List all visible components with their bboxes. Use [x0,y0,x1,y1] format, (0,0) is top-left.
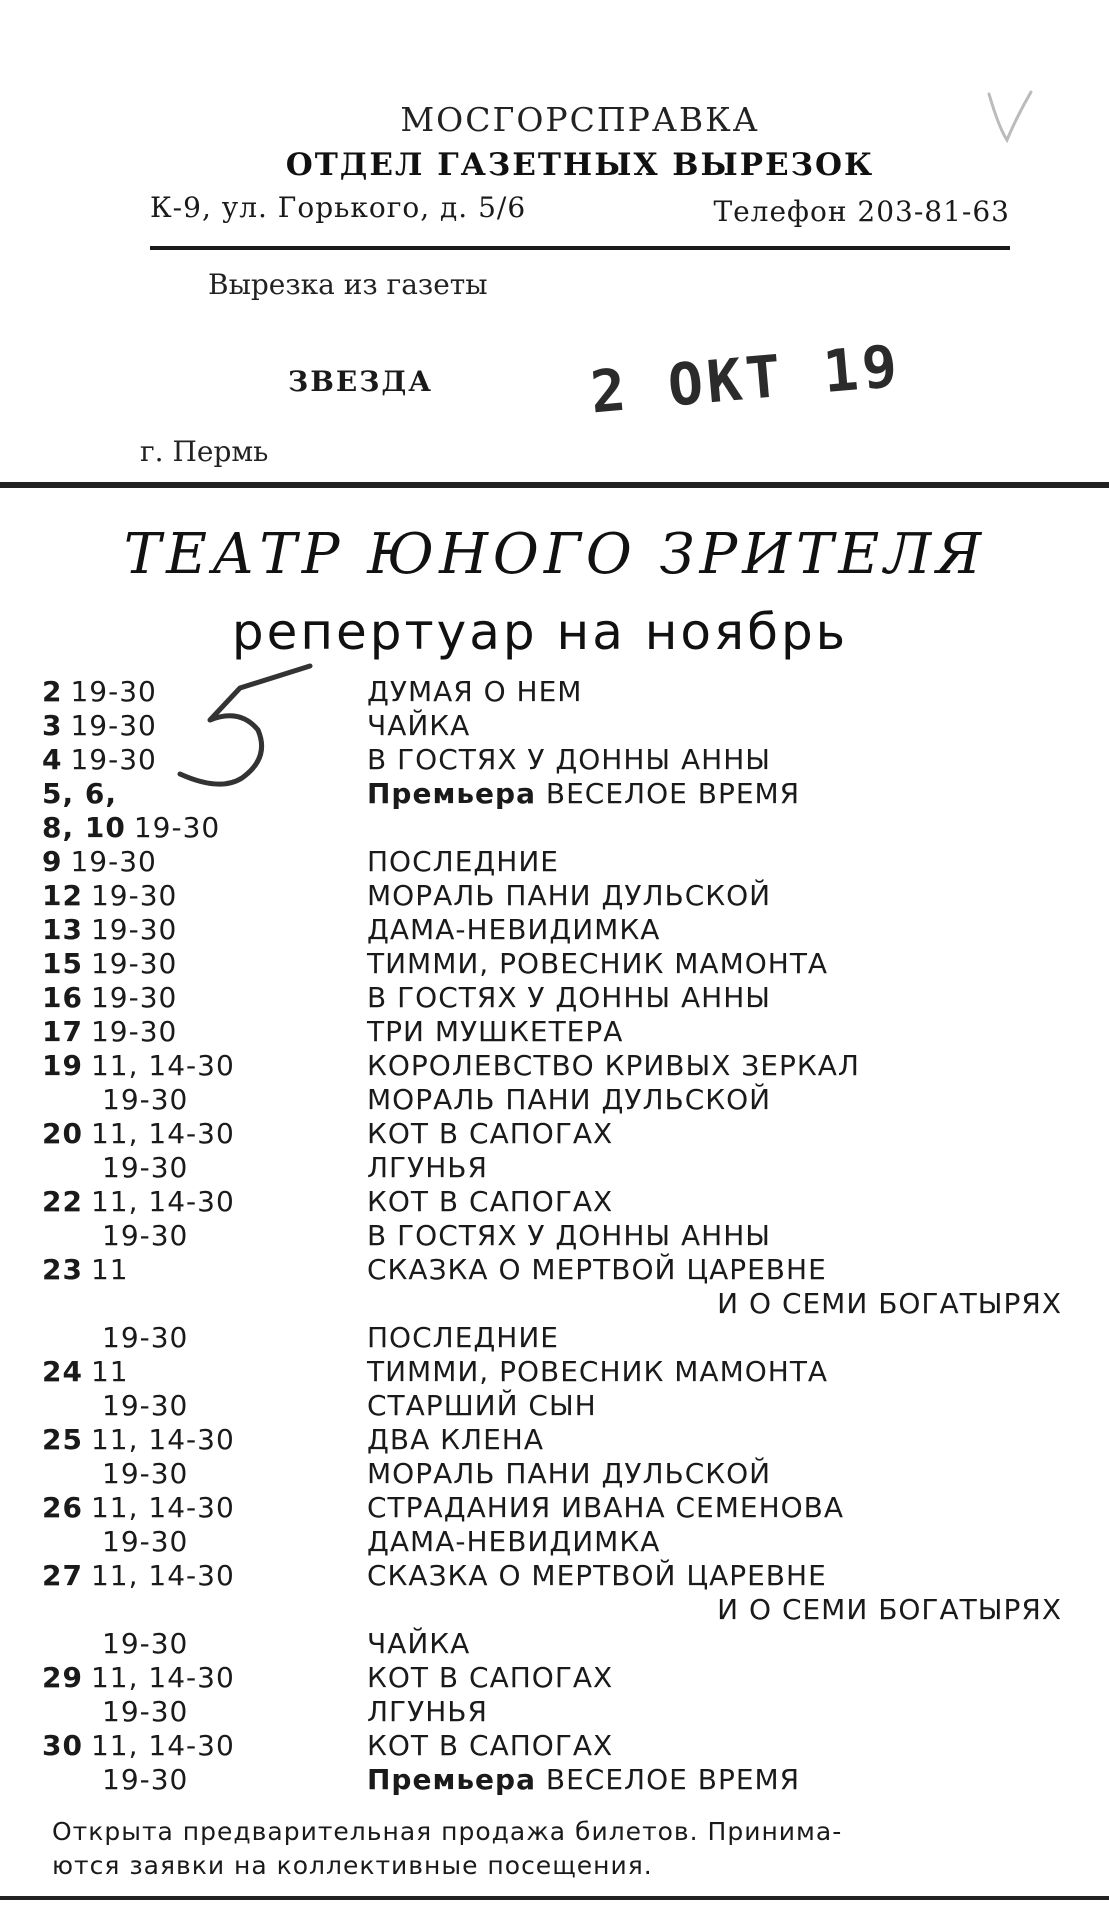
schedule-row [42,1049,1062,1083]
play-name: МОРАЛЬ ПАНИ ДУЛЬСКОЙ [367,1457,772,1490]
play-name: ДАМА-НЕВИДИМКА [367,913,661,946]
day-number: 27 [42,1559,83,1592]
show-time: 11, 14-30 [90,1185,235,1218]
play-title [367,1661,613,1695]
play-name: ДАМА-НЕВИДИМКА [367,1525,661,1558]
play-title [367,1559,827,1593]
schedule-row [42,1457,1062,1491]
day-number: 4 [42,743,63,776]
schedule-row [42,675,1062,709]
schedule-row [42,1253,1062,1287]
show-time: 19-30 [90,981,178,1014]
day-number: 25 [42,1423,83,1456]
show-time: 19-30 [90,947,178,980]
date-time [42,1049,235,1083]
play-title [367,1491,844,1525]
schedule-row [42,1355,1062,1389]
date-time [42,1559,235,1593]
date-time [42,1763,188,1797]
show-time: 11 [90,1253,129,1286]
play-name: ВЕСЕЛОЕ ВРЕМЯ [545,777,801,810]
play-name: В ГОСТЯХ У ДОННЫ АННЫ [367,1219,771,1252]
play-name: В ГОСТЯХ У ДОННЫ АННЫ [367,743,771,776]
day-number: 23 [42,1253,83,1286]
show-time: 11, 14-30 [90,1661,235,1694]
date-time [42,947,177,981]
show-time: 19-30 [102,1151,189,1184]
date-stamp: 2 ОКТ 19 [587,331,904,427]
day-number: 22 [42,1185,83,1218]
play-title [367,981,771,1015]
play-name: ТИММИ, РОВЕСНИК МАМОНТА [367,947,829,980]
day-number: 12 [42,879,83,912]
date-time [42,1355,129,1389]
play-title [367,1151,488,1185]
date-time [42,845,157,879]
play-title [367,1355,828,1389]
schedule-row [42,709,1062,743]
schedule-list [42,675,1062,1797]
schedule-row [42,981,1062,1015]
play-name: ЛГУНЬЯ [367,1151,488,1184]
play-title [367,1389,597,1423]
play-title [367,879,771,913]
date-time [42,743,157,777]
date-time [42,675,157,709]
schedule-row [42,1219,1062,1253]
play-title [367,777,800,811]
date-time [42,1083,188,1117]
show-time: 19-30 [102,1083,189,1116]
schedule-row [42,1627,1062,1661]
play-name: МОРАЛЬ ПАНИ ДУЛЬСКОЙ [367,1083,772,1116]
date-time [42,1015,177,1049]
play-title [367,1015,623,1049]
article-subtitle: репертуар на ноябрь [231,603,849,661]
play-title [367,1049,860,1083]
play-title [367,1695,488,1729]
schedule-row [42,845,1062,879]
show-time: 19-30 [70,845,157,878]
play-title [367,709,470,743]
show-time: 19-30 [102,1763,189,1796]
address: К-9, ул. Горького, д. 5/6 [150,191,527,224]
day-number: 5, 6, [42,777,117,810]
play-title [367,675,582,709]
play-title [367,947,828,981]
date-time [42,879,177,913]
play-title [367,1321,559,1355]
department-name: ОТДЕЛ ГАЗЕТНЫХ ВЫРЕЗОК [285,147,875,183]
day-number: 17 [42,1015,83,1048]
schedule-row [42,743,1062,777]
play-title [367,1457,771,1491]
org-name: МОСГОРСПРАВКА [400,100,760,139]
play-title [367,1185,613,1219]
show-time: 19-30 [70,743,157,776]
play-title-continuation: И О СЕМИ БОГАТЫРЯХ [717,1593,1062,1626]
show-time: 11, 14-30 [90,1491,235,1524]
play-name: ТРИ МУШКЕТЕРА [367,1015,624,1048]
play-title [367,743,771,777]
show-time: 19-30 [102,1219,189,1252]
play-name: ПОСЛЕДНИЕ [367,1321,559,1354]
show-time: 19-30 [102,1627,189,1660]
play-title [367,1525,660,1559]
schedule-row [42,1525,1062,1559]
show-time: 19-30 [133,811,221,844]
city: г. Пермь [140,435,269,468]
play-title [367,1253,827,1287]
premiere-label: Премьера [367,1763,536,1796]
date-time [42,1321,188,1355]
date-time [42,1117,235,1151]
show-time: 19-30 [102,1457,189,1490]
day-number: 16 [42,981,83,1014]
play-name: КОТ В САПОГАХ [367,1661,614,1694]
schedule-row [42,1151,1062,1185]
bottom-rule [0,1896,1109,1900]
date-time [42,1661,235,1695]
schedule-row [42,1729,1062,1763]
show-time: 19-30 [90,879,178,912]
show-time: 11 [90,1355,129,1388]
show-time: 19-30 [102,1695,189,1728]
date-time [42,1389,188,1423]
day-number: 24 [42,1355,83,1388]
play-name: МОРАЛЬ ПАНИ ДУЛЬСКОЙ [367,879,772,912]
header-rule [150,246,1010,250]
show-time: 19-30 [70,709,157,742]
schedule-row [42,1389,1062,1423]
schedule-row [42,1117,1062,1151]
play-title [367,845,559,879]
header [150,100,1010,237]
show-time: 19-30 [102,1525,189,1558]
play-name: СКАЗКА О МЕРТВОЙ ЦАРЕВНЕ [367,1559,827,1592]
play-title [367,1763,800,1797]
day-number: 19 [42,1049,83,1082]
schedule-row [42,1763,1062,1797]
footer-note [52,1815,1062,1883]
phone: Телефон 203-81-63 [713,195,1010,228]
date-time [42,981,177,1015]
day-number: 29 [42,1661,83,1694]
schedule-row [42,1593,1062,1627]
schedule-row [42,1083,1062,1117]
play-title [367,1083,771,1117]
schedule-row [42,947,1062,981]
clipping-label: Вырезка из газеты [208,268,488,301]
show-time: 11, 14-30 [90,1049,235,1082]
show-time: 19-30 [90,1015,178,1048]
day-number: 3 [42,709,63,742]
day-number: 2 [42,675,63,708]
show-time: 19-30 [102,1389,189,1422]
date-time [42,1423,235,1457]
schedule-row [42,1695,1062,1729]
date-time [42,709,157,743]
schedule-row [42,1185,1062,1219]
date-time [42,1151,188,1185]
date-time [42,777,125,811]
play-name: ТИММИ, РОВЕСНИК МАМОНТА [367,1355,829,1388]
play-title [367,1423,544,1457]
schedule-row [42,1423,1062,1457]
date-time [42,1729,235,1763]
schedule-row [42,879,1062,913]
check-mark-icon [985,88,1035,148]
date-time [42,1695,188,1729]
show-time: 19-30 [102,1321,189,1354]
play-name: ЛГУНЬЯ [367,1695,488,1728]
date-time [42,1185,235,1219]
play-name: ПОСЛЕДНИЕ [367,845,559,878]
premiere-label: Премьера [367,777,536,810]
play-name: СТРАДАНИЯ ИВАНА СЕМЕНОВА [367,1491,845,1524]
schedule-row [42,1661,1062,1695]
date-time [42,913,177,947]
play-title [367,1729,613,1763]
play-title-continuation: И О СЕМИ БОГАТЫРЯХ [717,1287,1062,1320]
date-time [42,1491,235,1525]
day-number: 30 [42,1729,83,1762]
day-number: 15 [42,947,83,980]
show-time: 11, 14-30 [90,1559,235,1592]
play-name: ЧАЙКА [367,709,471,742]
schedule-row [42,777,1062,811]
play-name: СТАРШИЙ СЫН [367,1389,597,1422]
address-line [150,191,1010,237]
date-time [42,1219,188,1253]
date-time [42,1457,188,1491]
date-time [42,811,220,845]
date-time [42,1525,188,1559]
play-name: СКАЗКА О МЕРТВОЙ ЦАРЕВНЕ [367,1253,827,1286]
schedule-row [42,1321,1062,1355]
footer-line-2: ются заявки на коллективные посещения. [52,1851,653,1880]
show-time: 19-30 [90,913,178,946]
day-number: 9 [42,845,63,878]
newspaper-name: ЗВЕЗДА [288,365,434,398]
clipping-top-rule [0,482,1109,488]
article-title: ТЕАТР ЮНОГО ЗРИТЕЛЯ [123,522,987,587]
play-name: ВЕСЕЛОЕ ВРЕМЯ [545,1763,801,1796]
schedule-row [42,1015,1062,1049]
show-time: 11, 14-30 [90,1117,235,1150]
play-name: В ГОСТЯХ У ДОННЫ АННЫ [367,981,771,1014]
schedule-row [42,1559,1062,1593]
play-name: КОТ В САПОГАХ [367,1185,614,1218]
play-name: ДВА КЛЕНА [367,1423,544,1456]
day-number: 20 [42,1117,83,1150]
schedule-row [42,913,1062,947]
date-time [42,1253,129,1287]
play-title [367,1219,771,1253]
play-name: КОТ В САПОГАХ [367,1117,614,1150]
schedule-row [42,1287,1062,1321]
day-number: 26 [42,1491,83,1524]
schedule-row [42,811,1062,845]
day-number: 13 [42,913,83,946]
play-name: КОТ В САПОГАХ [367,1729,614,1762]
play-title [367,913,660,947]
show-time: 11, 14-30 [90,1729,235,1762]
show-time: 19-30 [70,675,157,708]
play-title [367,1117,613,1151]
play-name: ЧАЙКА [367,1627,471,1660]
play-title [367,1627,470,1661]
footer-line-1: Открыта предварительная продажа билетов. Принима- [52,1817,843,1846]
schedule-row [42,1491,1062,1525]
play-name: КОРОЛЕВСТВО КРИВЫХ ЗЕРКАЛ [367,1049,860,1082]
show-time: 11, 14-30 [90,1423,235,1456]
play-name: ДУМАЯ О НЕМ [367,675,583,708]
date-time [42,1627,188,1661]
day-number: 8, 10 [42,811,126,844]
